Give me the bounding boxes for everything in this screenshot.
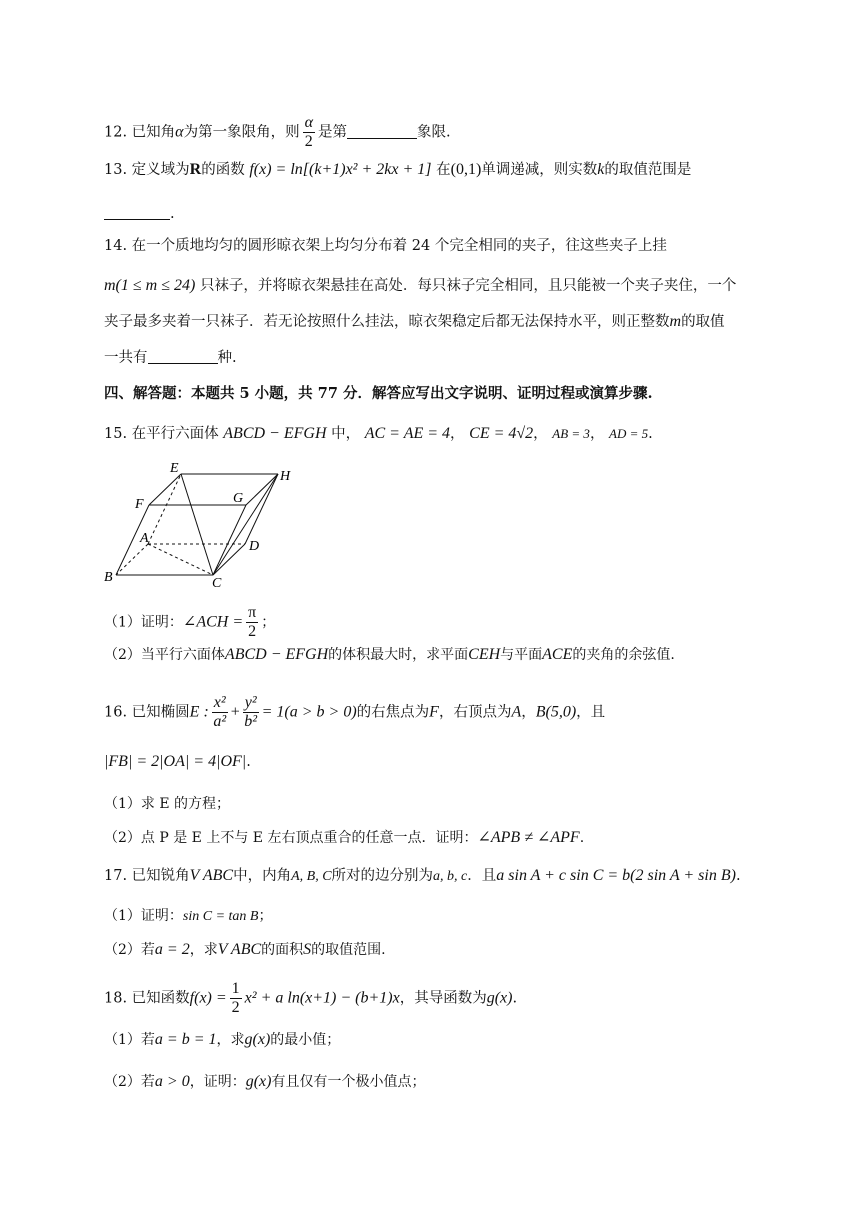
math-k: k <box>597 161 605 178</box>
question-number: 14. <box>104 238 128 254</box>
question-text: 只袜子，并将晾衣架悬挂在高处．每只袜子完全相同，且只能被一个夹子夹住，一个 <box>199 278 737 294</box>
question-14-line-4 <box>104 348 237 368</box>
hidden-edge-AE <box>148 474 181 544</box>
math-condition: AC = AE = 4 <box>364 425 451 442</box>
interval: (0,1) <box>450 161 482 178</box>
math-equation: = 1(a > b > 0) <box>261 703 357 721</box>
math-condition: AD = 5 <box>609 426 649 441</box>
math-angle: ∠ACH = <box>182 613 244 631</box>
question-15-part-1: （1）证明：∠ACH = $\frac{\pi}{2}$ ； <box>104 604 276 640</box>
fraction-pi-over-2: $\frac{\pi}{2}$ <box>248 604 257 640</box>
question-text: 种. <box>217 350 237 366</box>
question-12 <box>104 114 451 151</box>
answer-blank[interactable] <box>347 124 417 139</box>
question-number: 13. <box>104 162 128 178</box>
function-expression: f(x) = ln[(k+1)x² + 2kx + 1] <box>249 161 432 178</box>
hidden-segment-AC <box>148 544 213 575</box>
question-text: 为第一象限角，则 <box>183 124 300 141</box>
parallelepiped-figure <box>100 458 300 590</box>
question-14-line-2 <box>104 276 736 296</box>
question-number: 12. <box>104 124 128 141</box>
segment-EC <box>181 474 213 575</box>
section-heading: 四、解答题：本题共 5 小题，共 77 分．解答应写出文字说明、证明过程或演算步骤. <box>104 385 653 402</box>
math-condition: m(1 ≤ m ≤ 24) <box>104 277 196 294</box>
edge-GH <box>246 474 278 505</box>
segment-CH <box>213 474 278 575</box>
question-text: ，其导函数为 <box>399 990 487 1007</box>
question-13-blank-line: . <box>104 204 175 224</box>
question-16-condition: |FB| = 2|OA| = 4|OF|. <box>104 753 251 770</box>
question-15-part-2: （2）当平行六面体ABCD − EFGH的体积最大时，求平面CEH与平面ACE的夹角的余弦值. <box>104 646 675 663</box>
question-number: 16. <box>104 704 128 721</box>
question-text: 象限. <box>416 124 451 141</box>
fraction-alpha-over-2: $\frac{\alpha}{2}$ <box>304 114 313 150</box>
question-text: 一共有 <box>104 350 148 366</box>
question-number: 17. <box>104 868 128 884</box>
question-17-part-2: （2）若a = 2，求V ABC的面积S的取值范围. <box>104 941 386 958</box>
question-text: 已知椭圆 <box>131 704 190 721</box>
question-16: 16. 已知椭圆E : $\frac{\text{x²}}{\text{a²}}$ + $\frac{\text{y²}}{\text{b²}}$ = 1(a > b > 0)的右焦点为F，右顶点为A，B(5,0)，且 <box>104 694 606 730</box>
question-16-part-1: （1）求 E 的方程； <box>104 796 231 812</box>
edge-CD <box>213 544 245 575</box>
question-text: 已知角 <box>131 124 176 141</box>
question-text: 在一个质地均匀的圆形晾衣架上均匀分布着 24 个完全相同的夹子，往这些夹子上挂 <box>131 238 667 254</box>
question-text: 所对的边分别为 <box>331 868 434 884</box>
question-text: 的右焦点为 <box>356 704 430 721</box>
question-text: ，且 <box>576 704 606 721</box>
question-text: ．且 <box>467 868 497 884</box>
edge-GC <box>213 505 246 575</box>
question-14-line-1 <box>104 236 667 256</box>
question-text: 的函数 <box>201 162 245 178</box>
fraction-x2-a2: $\frac{\text{x²}}{\text{a²}}$ <box>213 694 227 730</box>
vertex-label: A <box>140 531 149 546</box>
question-text: 是第 <box>317 124 347 141</box>
question-17: 17. 已知锐角V ABC中，内角A, B, C所对的边分别为a, b, c．且a sin A + c sin C = b(2 sin A + sin B). <box>104 867 741 884</box>
math-triangle: V ABC <box>189 867 234 884</box>
math-E: E : <box>189 703 209 721</box>
answer-blank[interactable] <box>148 349 218 364</box>
question-16-part-2: （2）点 P 是 E 上不与 E 左右顶点重合的任意一点．证明：∠APB ≠ ∠APF. <box>104 829 585 846</box>
math-point-B: B(5,0) <box>535 703 577 721</box>
math-equation: a sin A + c sin C = b(2 sin A + sin B) <box>496 867 736 884</box>
question-number: 15. <box>104 426 128 442</box>
question-14-line-3 <box>104 312 725 332</box>
math-condition: |FB| = 2|OA| = 4|OF| <box>104 753 247 770</box>
vertex-label: B <box>104 570 113 585</box>
question-18-part-1: （1）若a = b = 1，求g(x)的最小值； <box>104 1031 341 1048</box>
question-text: 中， <box>331 426 361 442</box>
vertex-label: F <box>135 497 144 512</box>
question-18: 18. 已知函数f(x) = $\frac{1}{2}$ x² + a ln(x+1) − (b+1)x，其导函数为g(x). <box>104 980 518 1016</box>
hidden-edge-AB <box>116 544 148 575</box>
fraction-y2-b2: $\frac{\text{y²}}{\text{b²}}$ <box>244 694 258 730</box>
math-lhs: f(x) = <box>189 989 227 1007</box>
vertex-label: C <box>212 576 222 590</box>
question-text: 定义域为 <box>131 162 190 178</box>
vertex-label: D <box>249 539 260 554</box>
edge-EF <box>149 474 181 505</box>
math-condition: CE = 4√2 <box>469 425 534 442</box>
question-text: ，右顶点为 <box>438 704 512 721</box>
question-13 <box>104 160 691 180</box>
vertex-label: G <box>233 491 244 506</box>
question-number: 18. <box>104 990 128 1007</box>
question-text: 夹子最多夹着一只袜子．若无论按照什么挂法，晾衣架稳定后都无法保持水平，则正整数 <box>104 314 670 330</box>
question-text: 单调递减，则实数 <box>481 162 598 178</box>
math-solid: ABCD − EFGH <box>223 425 327 442</box>
vertex-label: H <box>280 469 291 484</box>
question-text: 已知锐角 <box>131 868 190 884</box>
math-R: R <box>189 161 202 178</box>
question-text: 在 <box>436 162 451 178</box>
vertex-label: E <box>170 461 179 476</box>
fraction-one-half: $\frac{1}{2}$ <box>231 980 240 1016</box>
question-text: 已知函数 <box>131 990 190 1007</box>
math-alpha: α <box>175 123 184 141</box>
question-text: 中，内角 <box>233 868 292 884</box>
question-text: 的取值范围是 <box>604 162 692 178</box>
math-condition: AB = 3 <box>552 426 590 441</box>
question-17-part-1: （1）证明：sin C = tan B； <box>104 908 273 924</box>
question-text: 在平行六面体 <box>131 426 219 442</box>
edge-HD <box>245 474 278 544</box>
question-18-part-2: （2）若a > 0，证明：g(x)有且仅有一个极小值点； <box>104 1073 426 1090</box>
question-15: 15. 在平行六面体 ABCD − EFGH 中， AC = AE = 4， CE = 4√2， AB = 3， AD = 5. <box>104 425 653 442</box>
math-rhs: x² + a ln(x+1) − (b+1)x <box>244 989 400 1007</box>
question-text: 的取值 <box>681 314 725 330</box>
answer-blank[interactable] <box>104 205 170 220</box>
math-m: m <box>669 313 682 330</box>
